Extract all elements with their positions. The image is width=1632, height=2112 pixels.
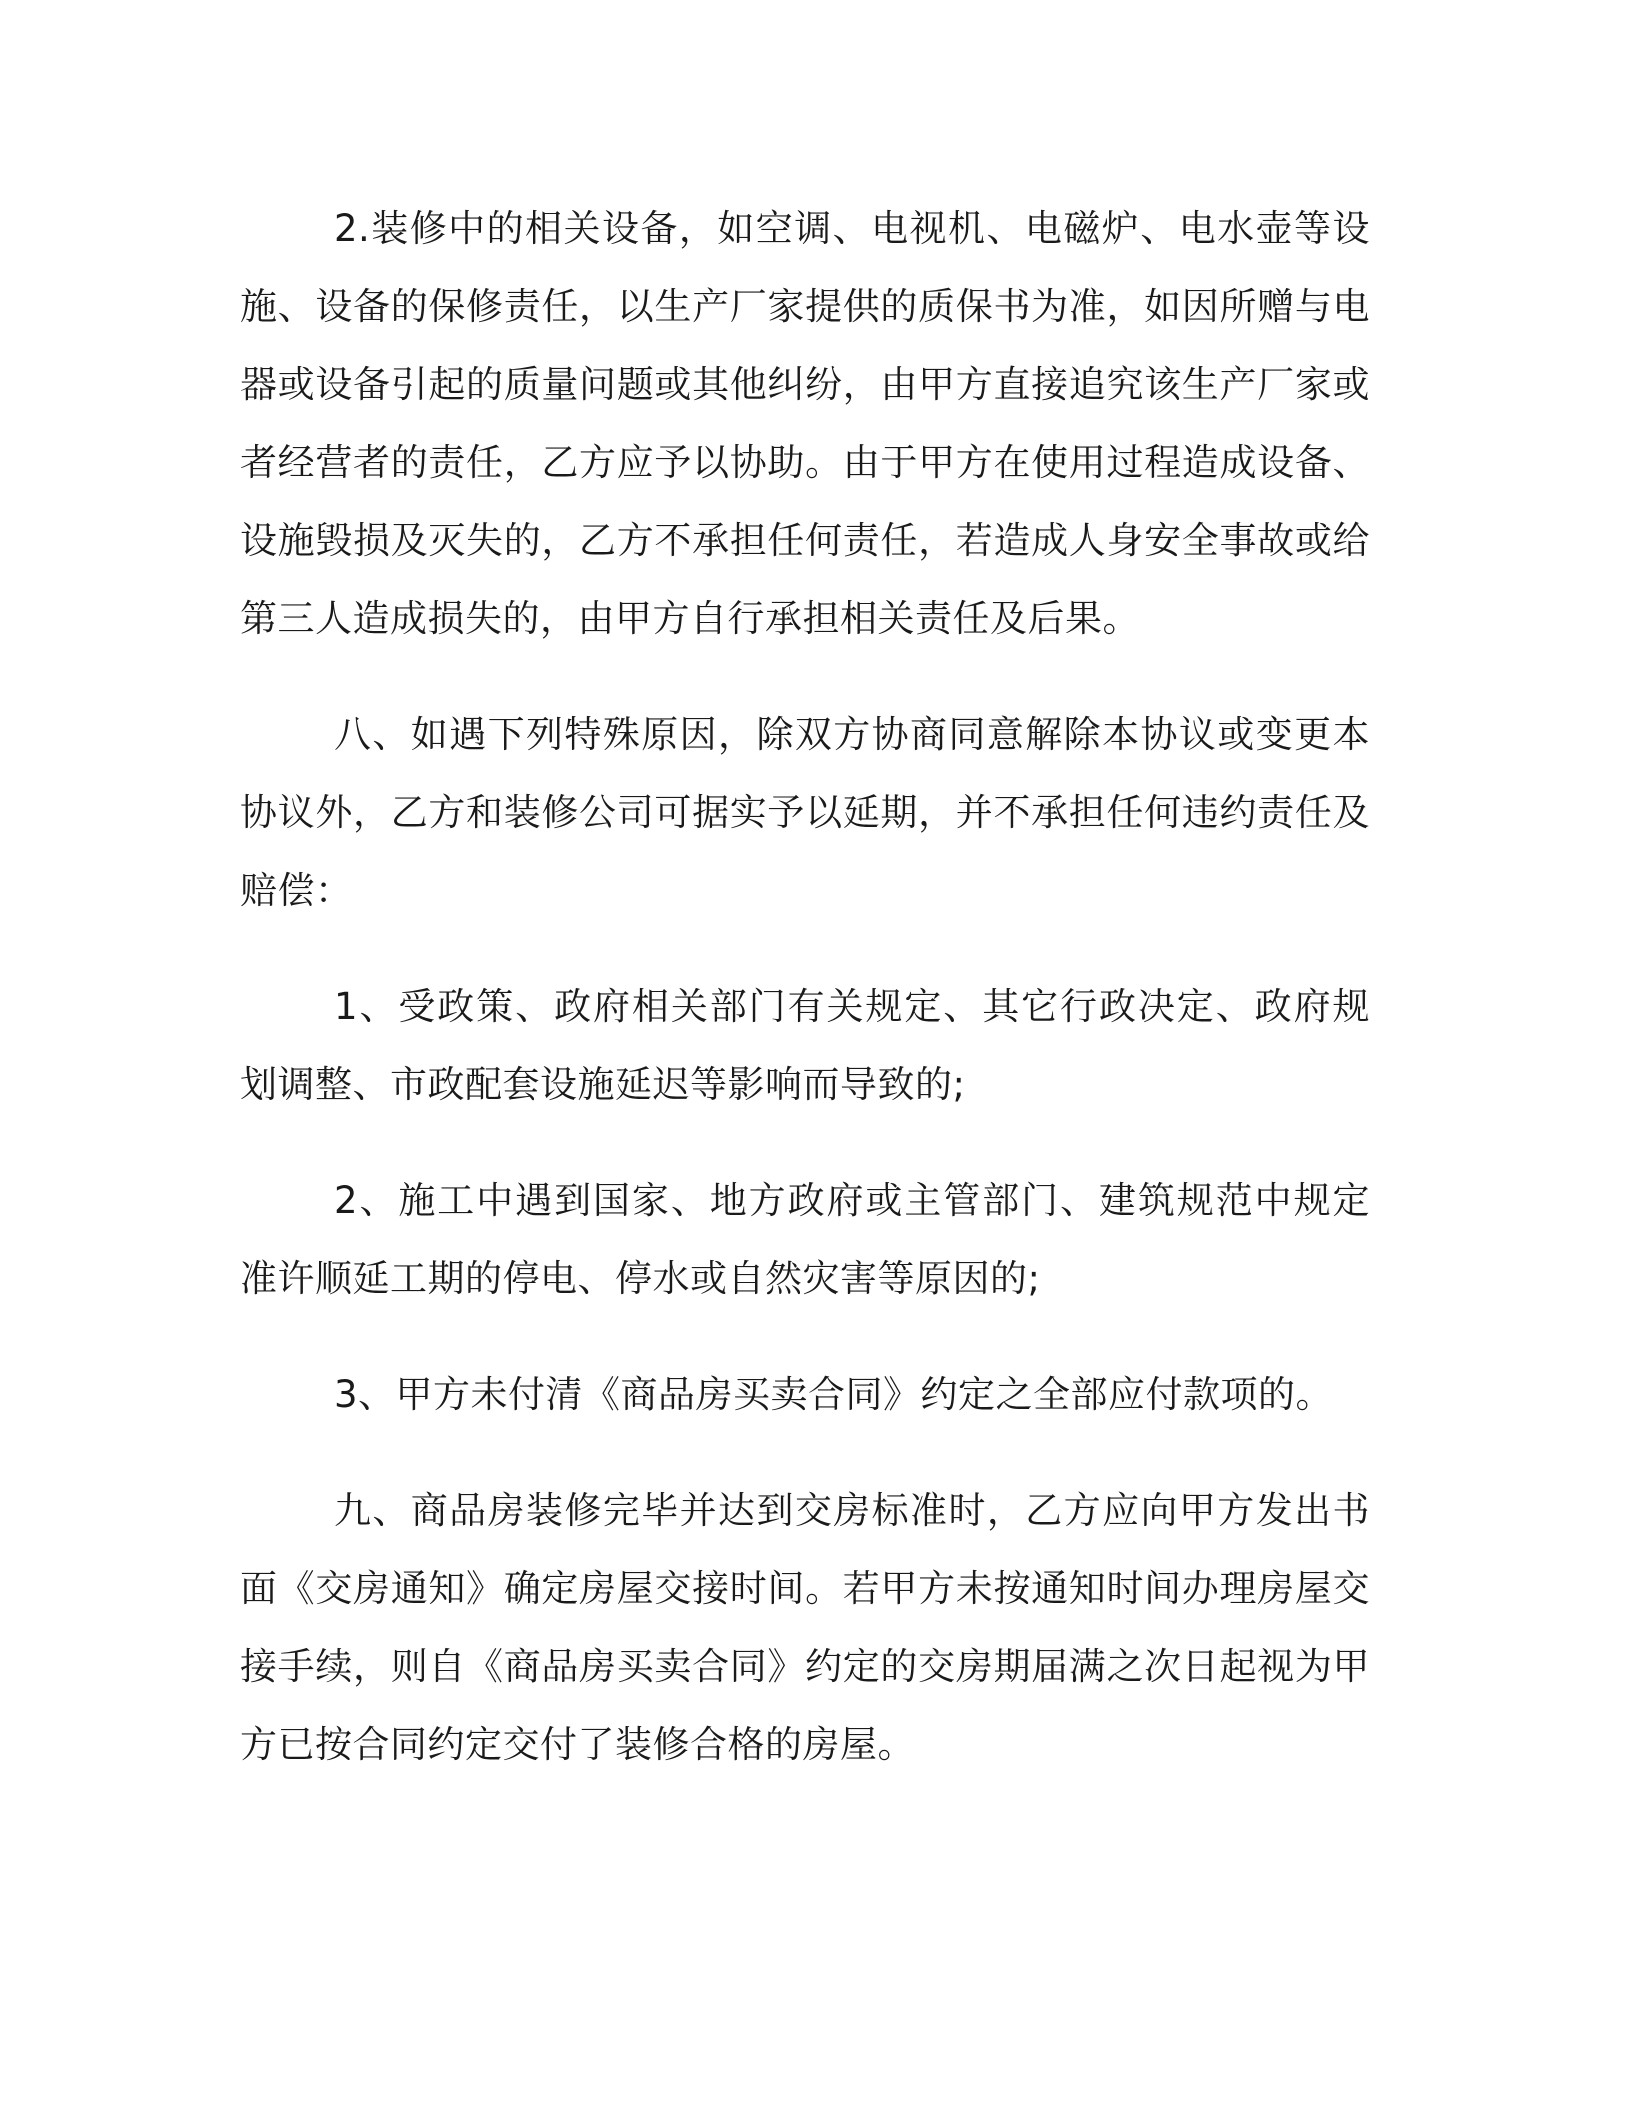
paragraph-item-1: 1、受政策、政府相关部门有关规定、其它行政决定、政府规划调整、市政配套设施延迟等影响而导致的; [240, 985, 1370, 1106]
paragraph-item-3: 3、甲方未付清《商品房买卖合同》约定之全部应付款项的。 [334, 1373, 1334, 1416]
paragraph-section-eight: 八、如遇下列特殊原因，除双方协商同意解除本协议或变更本协议外，乙方和装修公司可据实予以延期，并不承担任何违约责任及赔偿： [240, 713, 1370, 912]
paragraph-section-nine: 九、商品房装修完毕并达到交房标准时，乙方应向甲方发出书面《交房通知》确定房屋交接时间。若甲方未按通知时间办理房屋交接手续，则自《商品房买卖合同》约定的交房期届满之次日起视为甲方已按合同约定交付了装修合格的房屋。 [240, 1489, 1370, 1766]
document-body [240, 190, 1370, 1822]
paragraph-item-2: 2、施工中遇到国家、地方政府或主管部门、建筑规范中规定准许顺延工期的停电、停水或自然灾害等原因的; [240, 1179, 1370, 1300]
paragraph-equipment-warranty: 2.装修中的相关设备，如空调、电视机、电磁炉、电水壶等设施、设备的保修责任，以生产厂家提供的质保书为准，如因所赠与电器或设备引起的质量问题或其他纠纷，由甲方直接追究该生产厂家或者经营者的责任，乙方应予以协助。由于甲方在使用过程造成设备、设施毁损及灭失的，乙方不承担任何责任，若造成人身安全事故或给第三人造成损失的，由甲方自行承担相关责任及后果。 [240, 207, 1370, 640]
